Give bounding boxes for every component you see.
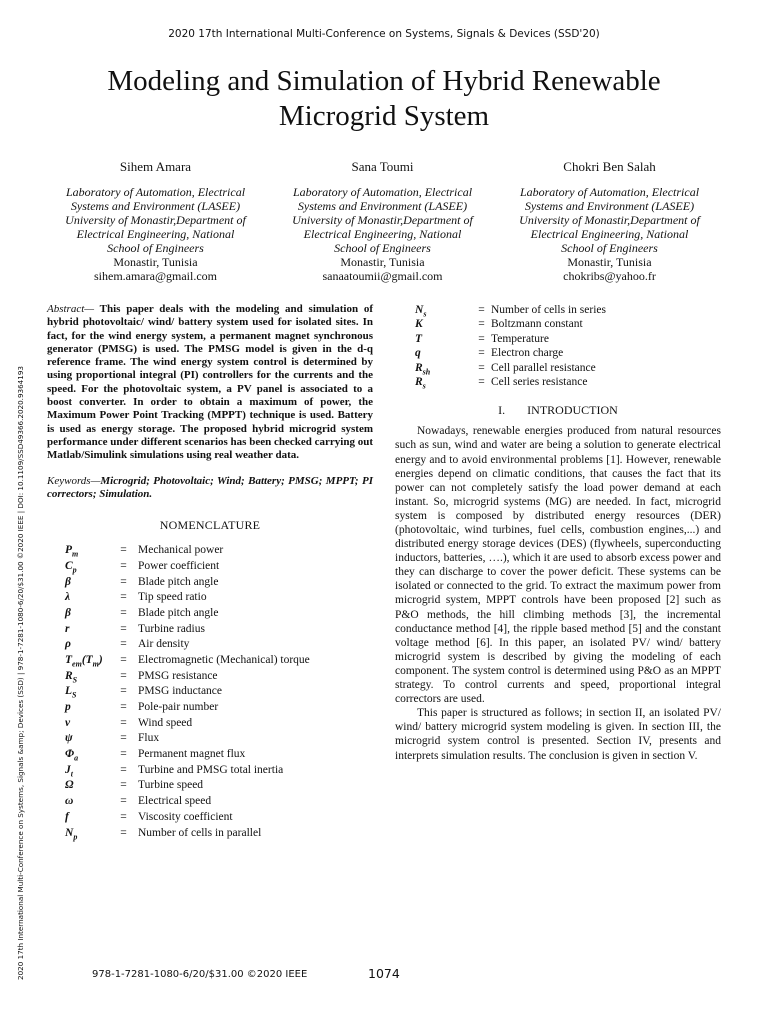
intro-paragraph-2: This paper is structured as follows; in section II, an isolated PV/ wind/ battery microgrid system modeling is given. In section III, the microgrid system control is presented. Section IV, presents and interprets simulation results. The conclusion is given in section V. [395,707,721,762]
nomenclature-description: Electromagnetic (Mechanical) torque [138,653,310,666]
nomenclature-equals: = [120,701,127,714]
nomenclature-equals: = [120,559,127,572]
nomenclature-row [47,637,373,653]
nomenclature-row [47,559,373,575]
nomenclature-equals: = [120,653,127,666]
nomenclature-row [47,700,373,716]
nomenclature-description: Permanent magnet flux [138,748,246,761]
nomenclature-symbol: $\Phi_a$ [65,748,79,763]
abstract-lead: Abstract— [47,303,95,315]
nomenclature-description: Flux [138,732,160,745]
nomenclature-equals: = [478,304,485,316]
nomenclature-row [47,778,373,794]
left-column [47,303,373,841]
nomenclature-description: Electrical speed [138,795,212,808]
author-affiliation: School of Engineers [561,241,658,255]
nomenclature-description: Turbine and PMSG total inertia [138,763,284,776]
nomenclature-symbol: $R_{sh}$ [415,361,431,376]
abstract-text: This paper deals with the modeling and simulation of hybrid photovoltaic/ wind/ battery system used for isolated sites. In fact, for the wind energy system, a permanent magnet synchronous generator (PMSG) is used. The PMSG model is given in the d-q reference frame. The wind energy system control is determined by using proportional integral (PI) controllers for the currents and the speed. For the photovoltaic system, a PV panel is associated to a boost converter. In order to obtain a maximum of power, the Maximum Power Point Tracking (MPPT) technique is used. Battery is used as energy storage. The proposed hybrid microgrid system performance under different scenarios has been checked carrying out Matlab/Simulink simulations using real weather data. [47,303,373,462]
nomenclature-equals: = [120,810,127,823]
keywords-lead: Keywords— [47,474,101,487]
nomenclature-description: Cell parallel resistance [491,361,596,374]
nomenclature-row [395,375,721,389]
nomenclature-equals: = [120,795,127,808]
author-affiliation: University of Monastir,Department of [292,213,473,227]
nomenclature-equals: = [478,361,485,374]
abstract [47,303,373,463]
nomenclature-symbol: v [65,716,71,729]
nomenclature-row [395,317,721,331]
author-block-2 [275,160,490,283]
nomenclature-equals: = [120,638,127,651]
author-affiliation: Electrical Engineering, National [76,227,235,241]
nomenclature-equals: = [120,544,127,557]
nomenclature-list-left [47,543,373,841]
nomenclature-symbol: $C_p$ [65,559,77,575]
author-affiliation: University of Monastir,Department of [65,213,246,227]
nomenclature-description: Wind speed [138,716,193,729]
title-line-2: Microgrid System [278,100,490,132]
nomenclature-equals: = [120,716,127,729]
nomenclature-row [47,606,373,622]
nomenclature-description: Number of cells in series [491,304,606,316]
section-title: INTRODUCTION [527,403,618,418]
nomenclature-equals: = [120,606,127,619]
nomenclature-row [47,590,373,606]
nomenclature-symbol: ω [65,795,74,808]
nomenclature-row [47,794,373,810]
nomenclature-symbol: $R_S$ [65,669,78,684]
nomenclature-description: Air density [138,638,190,651]
nomenclature-equals: = [120,575,127,588]
nomenclature-description: Blade pitch angle [138,606,219,619]
nomenclature-symbol: p [65,701,71,714]
footer-isbn: 978-1-7281-1080-6/20/$31.00 ©2020 IEEE [92,969,308,980]
nomenclature-symbol: K [415,318,423,331]
nomenclature-symbol: $L_S$ [65,685,77,700]
section-number: I. [498,403,506,418]
nomenclature-row [47,826,373,842]
author-affiliation: Electrical Engineering, National [530,227,689,241]
conference-header: 2020 17th International Multi-Conference on Systems, Signals & Devices (SSD'20) [168,28,600,40]
nomenclature-row [47,543,373,559]
nomenclature-row [47,810,373,826]
nomenclature-description: Mechanical power [138,544,224,557]
nomenclature-equals: = [120,732,127,745]
nomenclature-equals: = [120,748,127,761]
nomenclature-description: Electron charge [491,347,564,360]
nomenclature-description: Turbine radius [138,622,205,635]
nomenclature-description: PMSG resistance [138,669,218,682]
nomenclature-symbol: $R_s$ [415,375,426,391]
nomenclature-symbol: ρ [65,638,71,651]
nomenclature-symbol: q [415,347,421,360]
nomenclature-row [47,763,373,779]
nomenclature-row [47,716,373,732]
author-affiliation: Systems and Environment (LASEE) [70,199,241,213]
nomenclature-heading: NOMENCLATURE [159,518,261,533]
author-block-1 [48,160,263,283]
nomenclature-row [47,653,373,669]
nomenclature-symbol: $T_{em}(T_m)$ [65,653,103,669]
nomenclature-row [47,622,373,638]
author-affiliation: School of Engineers [107,241,204,255]
author-affiliation: Laboratory of Automation, Electrical [65,185,246,199]
keywords-text: Microgrid; Photovoltaic; Wind; Battery; PMSG; MPPT; PI correctors; Simulation. [47,474,373,500]
author-email[interactable]: chokribs@yahoo.fr [563,269,656,283]
nomenclature-row [47,684,373,700]
nomenclature-symbol: T [415,332,423,345]
author-city: Monastir, Tunisia [567,255,652,269]
author-block-3 [502,160,717,283]
nomenclature-description: Blade pitch angle [138,575,219,588]
nomenclature-equals: = [120,669,127,682]
nomenclature-equals: = [478,332,485,345]
nomenclature-description: Tip speed ratio [138,591,207,604]
nomenclature-description: Boltzmann constant [491,318,583,331]
nomenclature-row [47,731,373,747]
keywords [47,475,373,502]
nomenclature-row [47,669,373,685]
nomenclature-equals: = [120,779,127,792]
author-email[interactable]: sanaatoumii@gmail.com [322,269,443,283]
nomenclature-row [395,346,721,360]
nomenclature-list-right [395,303,721,389]
nomenclature-description: Pole-pair number [138,701,219,714]
nomenclature-description: Temperature [491,332,549,345]
side-strip-doi: 2020 17th International Multi-Conference on Systems, Signals &amp; Devices (SSD) | 978-1-7281-1080-6/20/$31.00 ©2020 IEEE | DOI: 10.1109/SSD49366.2020.9364193 [16,366,25,980]
author-name: Sana Toumi [351,159,414,174]
introduction-heading [395,403,721,418]
nomenclature-symbol: $N_p$ [65,826,78,841]
author-city: Monastir, Tunisia [113,255,198,269]
intro-paragraph-1: Nowadays, renewable energies produced from natural resources such as sun, wind and water are being a solution to generate electrical energy and to avoid environmental problems [1]. However, renewable energies depend on climatic conditions, that causes the fact that its power can not completely satisfy the load power demand at each instant. So, microgrid systems (MG) are needed. In fact, microgrid system is composed by distributed energy resources (DER) (photovoltaic, wind turbines, fuel cells, combustion engines,...) and distributed energy storage devices (DES) (flywheels, superconducting inductors, batteries, ….), which it are used to absorb excess power and they can discharge to cover the power deficit. These systems can be isolated or connected to the grid. To extract the maximum power from microgrid system, MPPT controls have been proposed [2] such as P&O methods, the hill climbing methods [3], the incremental conductance method [4], the ripple based method [5] and the constant voltage method [6]. In this paper, an isolated PV/ wind/ battery microgrid system is described by giving the modeling of each component. The system control is determined using P&O as an MPPT strategy. To control currents and speed, proportional integral correctors are used. [395,425,721,706]
nomenclature-symbol: ψ [65,732,73,745]
author-affiliation: School of Engineers [334,241,431,255]
author-name: Sihem Amara [119,159,192,174]
author-affiliation: Electrical Engineering, National [303,227,462,241]
nomenclature-symbol: $P_m$ [65,544,79,559]
author-affiliation: Laboratory of Automation, Electrical [519,185,700,199]
nomenclature-equals: = [478,318,485,331]
nomenclature-row [47,747,373,763]
nomenclature-equals: = [120,622,127,635]
nomenclature-equals: = [478,375,485,388]
paper-title [60,64,708,134]
nomenclature-row [395,303,721,317]
nomenclature-symbol: β [65,606,71,619]
nomenclature-equals: = [478,347,485,360]
nomenclature-symbol: f [65,810,69,823]
nomenclature-equals: = [120,763,127,776]
author-affiliation: Systems and Environment (LASEE) [297,199,468,213]
nomenclature-symbol: λ [65,591,71,604]
nomenclature-description: Turbine speed [138,779,204,792]
nomenclature-equals: = [120,826,127,839]
author-affiliation: Systems and Environment (LASEE) [524,199,695,213]
nomenclature-symbol: Ω [65,779,74,792]
nomenclature-row [395,361,721,375]
nomenclature-row [47,575,373,591]
nomenclature-equals: = [120,685,127,698]
nomenclature-symbol: $N_s$ [415,304,427,319]
nomenclature-description: Power coefficient [138,559,220,572]
nomenclature-symbol: r [65,622,70,635]
title-line-1: Modeling and Simulation of Hybrid Renewable [107,65,661,97]
nomenclature-description: Viscosity coefficient [138,810,233,823]
author-email[interactable]: sihem.amara@gmail.com [93,269,217,283]
nomenclature-equals: = [120,591,127,604]
author-affiliation: University of Monastir,Department of [519,213,700,227]
nomenclature-symbol: $J_t$ [65,763,73,779]
nomenclature-description: PMSG inductance [138,685,223,698]
nomenclature-row [395,332,721,346]
right-column [395,303,721,763]
nomenclature-description: Number of cells in parallel [138,826,262,839]
nomenclature-description: Cell series resistance [491,375,588,388]
page-number: 1074 [368,966,400,981]
author-name: Chokri Ben Salah [563,159,656,174]
author-city: Monastir, Tunisia [340,255,425,269]
nomenclature-symbol: β [65,575,71,588]
author-affiliation: Laboratory of Automation, Electrical [292,185,473,199]
